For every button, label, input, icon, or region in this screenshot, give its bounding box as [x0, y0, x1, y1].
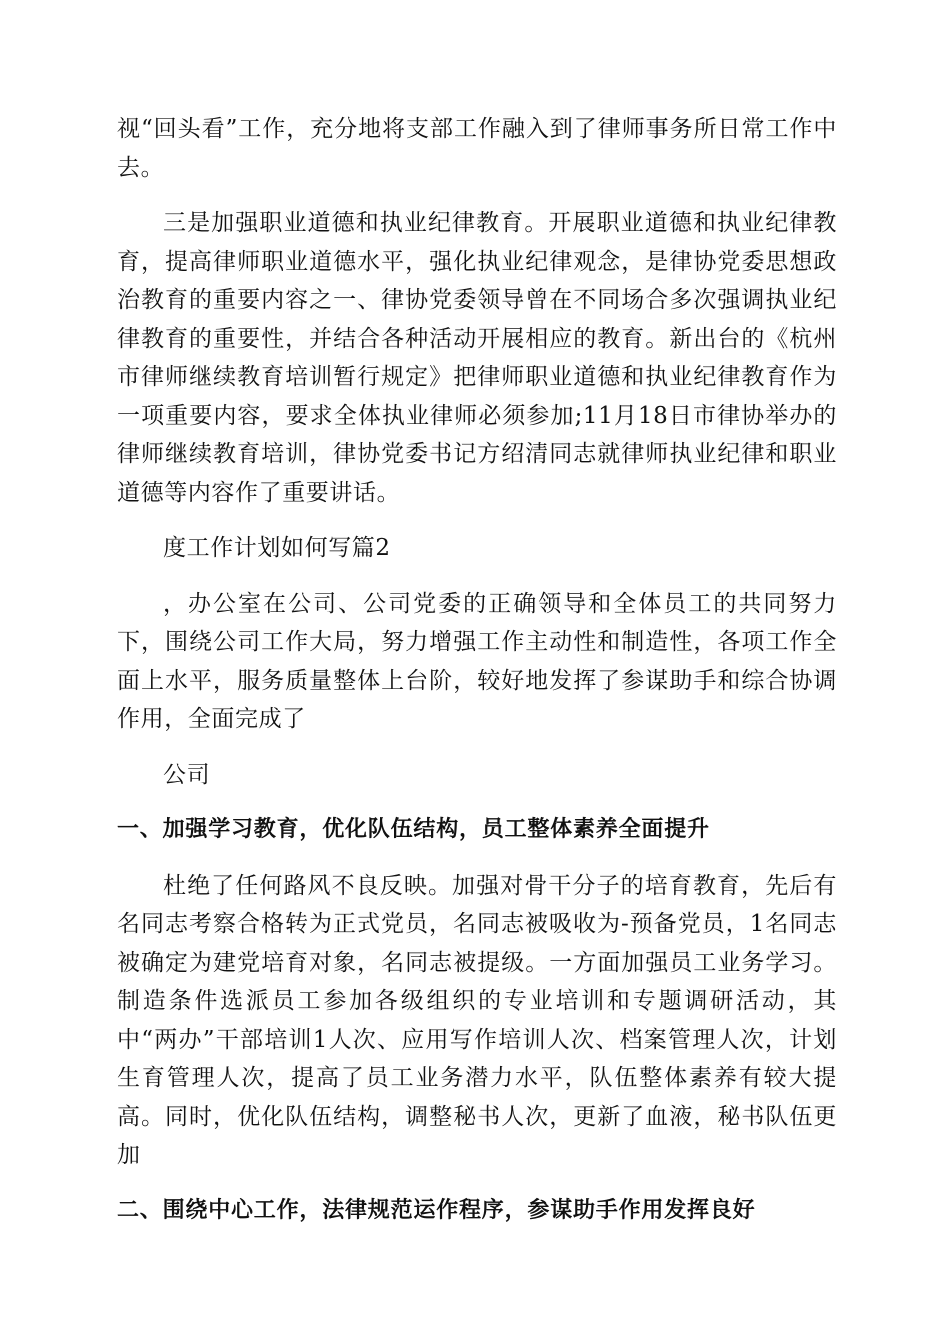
- paragraph-continuation: 视“回头看”工作，充分地将支部工作融入到了律师事务所日常工作中去。: [117, 116, 837, 181]
- paragraph-office-summary: ，办公室在公司、公司党委的正确领导和全体员工的共同努力下，围绕公司工作大局，努力增强工作主动性和制造性，各项工作全面上水平，服务质量整体上台阶，较好地发挥了参谋助手和综合协调作用，全面完成了: [117, 590, 837, 732]
- heading-2: 二、围绕中心工作，法律规范运作程序，参谋助手作用发挥良好: [117, 1197, 756, 1223]
- document-page: [117, 110, 837, 1230]
- heading-1: 一、加强学习教育，优化队伍结构，员工整体素养全面提升: [117, 817, 710, 842]
- paragraph-discipline-education: 三是加强职业道德和执业纪律教育。开展职业道德和执业纪律教育，提高律师职业道德水平，强化执业纪律观念，是律协党委思想政治教育的重要内容之一、律协党委领导曾在不同场合多次强调执业纪律教育的重要性，并结合各种活动开展相应的教育。新出台的《杭州市律师继续教育培训暂行规定》把律师职业道德和执业纪律教育作为一项重要内容，要求全体执业律师必须参加;11月18日市律协举办的律师继续教育培训，律协党委书记方绍清同志就律师执业纪律和职业道德等内容作了重要讲话。: [117, 210, 837, 506]
- paragraph-training: 杜绝了任何路风不良反映。加强对骨干分子的培育教育，先后有名同志考察合格转为正式党员，名同志被吸收为-预备党员，1名同志被确定为建党培育对象，名同志被提级。一方面加强员工业务学习。制造条件选派员工参加各级组织的专业培训和专题调研活动，其中“两办”干部培训1人次、应用写作培训人次、档案管理人次，计划生育管理人次，提高了员工业务潜力水平，队伍整体素养有较大提高。同时，优化队伍结构，调整秘书人次，更新了血液，秘书队伍更加: [117, 872, 837, 1168]
- paragraph-company: 公司: [163, 761, 211, 788]
- section-title-plan: 度工作计划如何写篇2: [163, 535, 391, 561]
